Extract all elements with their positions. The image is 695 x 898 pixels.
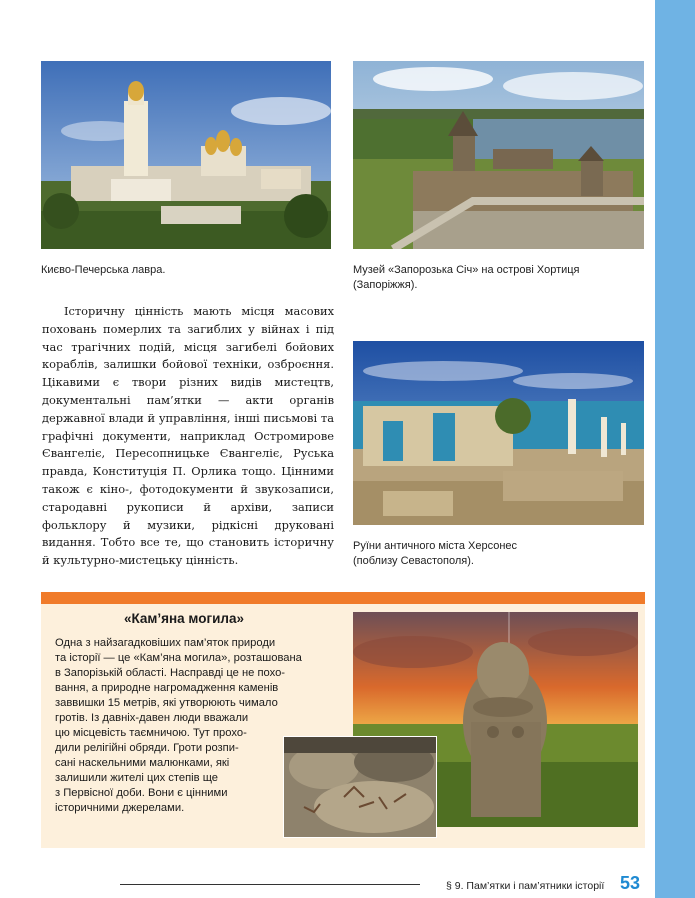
sich-caption-line: Музей «Запорозька Січ» на острові Хортиця [353,264,580,276]
info-box-line: заввишки 15 метрів, які утворюють чимало [55,697,278,709]
lavra-caption: Києво-Печерська лавра. [41,264,166,276]
footer-rule [120,884,420,885]
info-box-title: «Кам’яна могила» [123,611,245,626]
info-box-line: сані наскельними малюнками, які [55,757,230,769]
info-box-line: цю місцевість таємничою. Тут прохо- [55,727,247,739]
main-paragraph: Історичну цінність мають місця масових поховань померлих та загиблих у війнах і під час трагічних подій, місця загибелі бойових кораблів, залишки бойової техніки, озброєння. Цікавими є твори різних видів мистецтв, документальні пам’ятки — акти органів державної влади й управління, інші письмові та графічні документи, наприклад Остромирове Євангеліє, Пересопницьке Євангеліє, Руська правда, Конституція П. Орлика тощо. Цінними також є кіно-, фотодокументи й звукозаписи, стародавні рукописи й архіви, записи фольклору й музики, рідкісні друковані видання. Тобто все те, що становить історичну й культурно-мистецьку цінність. [42,304,334,568]
lavra-photo [41,61,331,249]
info-box-line: в Запорізькій області. Насправді це не похо- [55,667,286,679]
info-box-line: Одна з найзагадковіших пам’яток природи [55,637,276,649]
side-color-band [655,0,695,898]
sich-caption-line: (Запоріжжя). [353,279,418,291]
chersonesus-photo [353,341,644,525]
info-box-accent-bar [41,592,645,604]
info-box-line: з Первісної доби. Вони є цінними [55,787,228,799]
chersonesus-caption [353,539,517,569]
sich-museum-photo [353,61,644,249]
info-box-line: вання, а природне нагромадження каменів [55,682,279,694]
chersonesus-caption-line: Руїни античного міста Херсонес [353,540,518,552]
rock-art-photo [283,736,437,838]
info-box-line: та історії — це «Кам’яна могила», розташована [55,652,302,664]
info-box-line: гротів. Із давніх-давен люди вважали [55,712,249,724]
sich-museum-caption [353,263,580,293]
chersonesus-caption-line: (поблизу Севастополя). [353,555,474,567]
info-box-line: залишили жителі цих степів ще [55,772,219,784]
page-number: 53 [620,873,641,893]
footer-section-title: § 9. Пам’ятки і пам’ятники історії [446,880,605,892]
info-box-line: історичними джерелами. [55,802,185,814]
info-box-line: дили релігійні обряди. Гроти розпи- [55,742,239,754]
